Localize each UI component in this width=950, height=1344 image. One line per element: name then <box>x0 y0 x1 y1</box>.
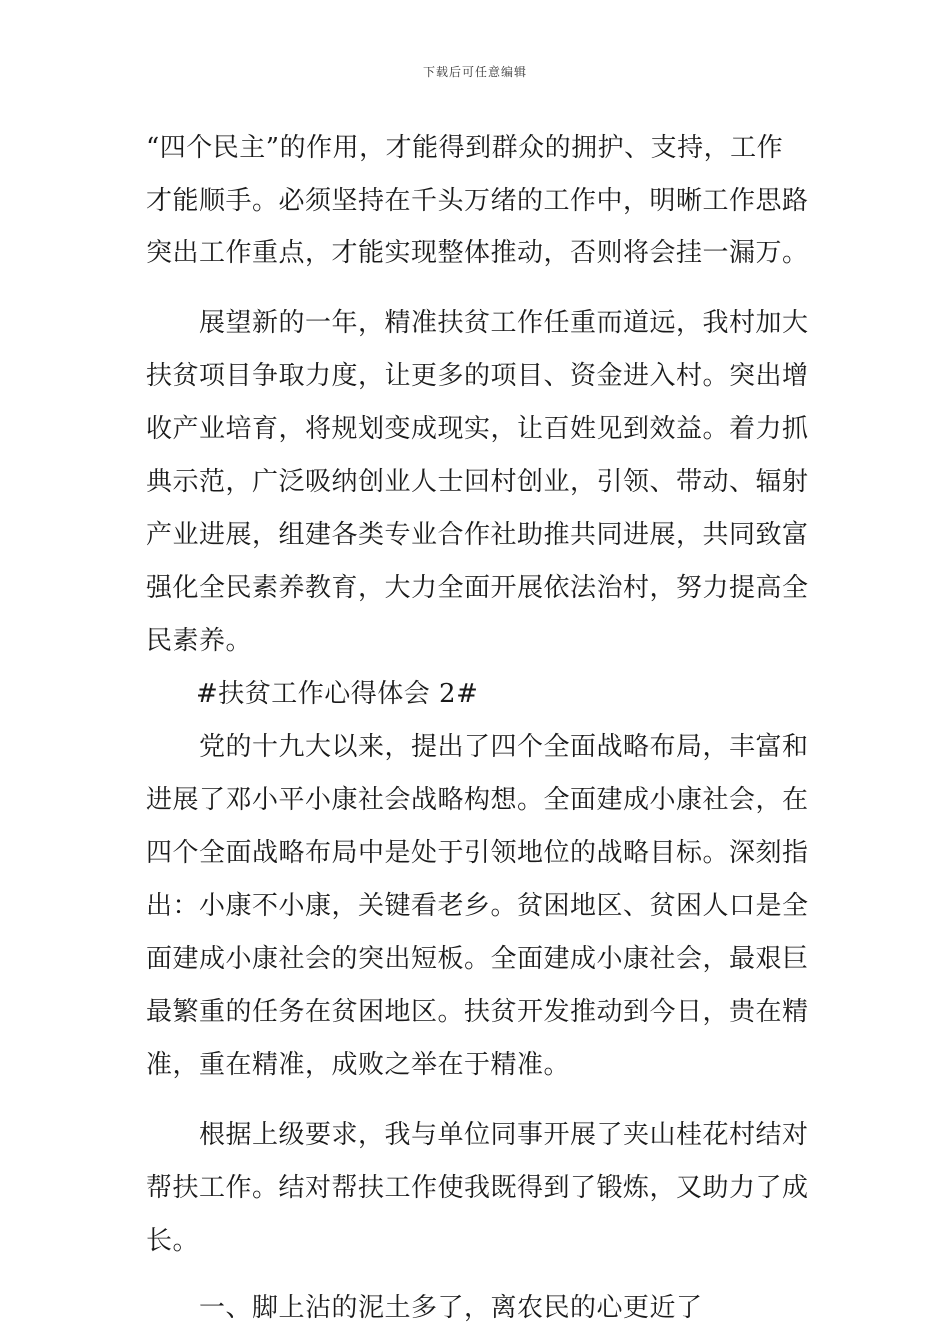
text-line: 突出工作重点，才能实现整体推动，否则将会挂一漏万。 <box>146 238 809 268</box>
text-line: “四个民主”的作用，才能得到群众的拥护、支持，工作 <box>146 133 784 163</box>
text-line: 准，重在精准，成败之举在于精准。 <box>146 1050 571 1080</box>
text-line: 收产业培育，将规划变成现实，让百姓见到效益。着力抓 <box>146 414 809 444</box>
text-line: 才能顺手。必须坚持在千头万绪的工作中，明晰工作思路 <box>146 186 809 216</box>
text-line: 最繁重的任务在贫困地区。扶贫开发推动到今日，贵在精 <box>146 997 809 1027</box>
text-line: 产业进展，组建各类专业合作社助推共同进展，共同致富 <box>146 520 809 550</box>
text-line: 帮扶工作。结对帮扶工作使我既得到了锻炼，又助力了成 <box>146 1173 809 1203</box>
text-line: 出：小康不小康，关键看老乡。贫困地区、贫困人口是全 <box>146 891 809 921</box>
text-line: 长。 <box>146 1226 200 1256</box>
text-line: 典示范，广泛吸纳创业人士回村创业，引领、带动、辐射 <box>146 467 809 497</box>
text-line: 面建成小康社会的突出短板。全面建成小康社会，最艰巨 <box>146 944 809 974</box>
text-line: 扶贫项目争取力度，让更多的项目、资金进入村。突出增 <box>146 361 809 391</box>
text-line: 民素养。 <box>146 626 253 656</box>
section-heading: #扶贫工作心得体会 2# <box>196 679 479 709</box>
text-line: 进展了邓小平小康社会战略构想。全面建成小康社会，在 <box>146 785 809 815</box>
page-header: 下载后可任意编辑 <box>422 65 527 79</box>
text-line: 党的十九大以来，提出了四个全面战略布局，丰富和 <box>199 732 809 762</box>
text-line: 强化全民素养教育，大力全面开展依法治村，努力提高全 <box>146 573 809 603</box>
text-line: 四个全面战略布局中是处于引领地位的战略目标。深刻指 <box>146 838 809 868</box>
text-line: 展望新的一年，精准扶贫工作任重而道远，我村加大 <box>199 308 809 338</box>
subsection-heading: 一、脚上沾的泥土多了，离农民的心更近了 <box>199 1293 703 1323</box>
text-line: 根据上级要求，我与单位同事开展了夹山桂花村结对 <box>199 1120 809 1150</box>
